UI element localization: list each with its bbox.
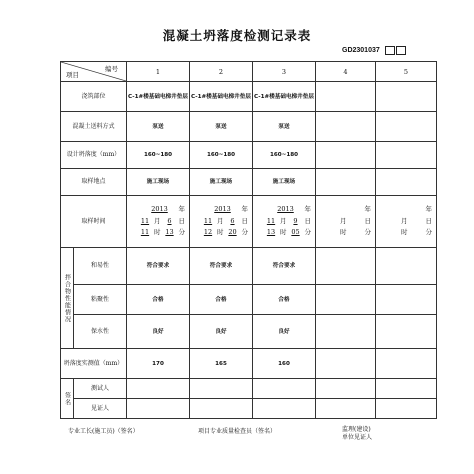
sample-month: 11 [266,216,276,225]
sample-day: 6 [167,216,172,225]
sample-year: 2013 [151,205,168,214]
page-title: 混凝土坍落度检测记录表 [162,28,312,43]
sampling-place-cell-value: 施工现场 [146,179,170,185]
method-cell-4[interactable] [316,112,376,142]
header-corner [61,62,127,82]
water-cell-5[interactable] [376,315,437,349]
sampling-time-cell-1[interactable]: 2013 年 11 月 6 日 11 时 13 分 [127,196,190,248]
workability-cell-2[interactable] [190,248,253,285]
tester-cell-5[interactable] [376,379,437,399]
tester-cell-1[interactable] [127,379,190,399]
method-cell-2[interactable] [190,112,253,142]
column-number-5: 5 [376,62,437,82]
workability-cell-3[interactable] [253,248,316,285]
workability-cell-value: 符合要求 [272,263,296,269]
cohesion-cell-2[interactable] [190,285,253,315]
location-cell-1[interactable] [127,82,190,112]
label-measured: 坍落度实测值（mm） [61,349,127,379]
design-cell-value: 160~180 [269,152,299,158]
code-box-2[interactable] [396,46,406,55]
witness-cell-1[interactable] [127,399,190,419]
method-cell-1[interactable] [127,112,190,142]
design-cell-4[interactable] [316,142,376,169]
method-cell-value: 泵送 [152,123,164,130]
label-workability: 和易性 [74,248,127,285]
cohesion-cell-4[interactable] [316,285,376,315]
measured-cell-value: 160 [278,360,290,367]
label-cohesion: 粘聚性 [74,285,127,315]
location-cell-value: C-1#楼基础电梯井垫层 [191,93,251,100]
footer-witness-unit: 单位见证人 [342,434,373,441]
workability-cell-4[interactable] [316,248,376,285]
location-cell-3[interactable] [253,82,316,112]
cohesion-cell-3[interactable] [253,285,316,315]
method-cell-value: 泵送 [215,123,227,130]
measured-cell-3[interactable] [253,349,316,379]
sign-group-label: 签名 [61,379,74,419]
location-cell-2[interactable] [190,82,253,112]
column-number-4: 4 [316,62,376,82]
tester-cell-3[interactable] [253,379,316,399]
water-cell-2[interactable] [190,315,253,349]
measured-cell-4[interactable] [316,349,376,379]
sampling-place-cell-3[interactable] [253,169,316,196]
water-cell-value: 良好 [215,328,227,335]
cohesion-cell-value: 合格 [152,296,164,303]
sample-month: 11 [203,216,213,225]
sample-day: 9 [293,216,298,225]
method-cell-value: 泵送 [278,123,290,130]
label-design: 设计坍落度（mm） [61,142,127,169]
sample-day: 6 [230,216,235,225]
workability-cell-5[interactable] [376,248,437,285]
sample-hour: 11 [140,228,150,237]
location-cell-value: C-1#楼基础电梯井垫层 [128,93,188,100]
form-code: GD2301037 [342,47,380,54]
sampling-time-cell-2[interactable]: 2013 年 11 月 6 日 12 时 20 分 [190,196,253,248]
water-cell-value: 良好 [152,328,164,335]
cohesion-cell-value: 合格 [278,296,290,303]
label-location: 浇筑部位 [61,82,127,112]
cohesion-cell-1[interactable] [127,285,190,315]
water-cell-1[interactable] [127,315,190,349]
measured-cell-value: 170 [152,360,164,367]
label-method: 混凝土送料方式 [61,112,127,142]
water-cell-4[interactable] [316,315,376,349]
measured-cell-5[interactable] [376,349,437,379]
mix-group-label: 拌合物性能情况 [61,248,74,349]
sample-month: 11 [140,216,150,225]
workability-cell-1[interactable] [127,248,190,285]
footer-supervisor: 监理(建设) [342,426,371,433]
sampling-place-cell-value: 施工现场 [209,179,233,185]
header-item: 项目 [66,71,79,79]
location-cell-value: C-1#楼基础电梯井垫层 [254,93,314,100]
measured-cell-1[interactable] [127,349,190,379]
label-sampling-place: 取样地点 [61,169,127,196]
sampling-place-cell-5[interactable] [376,169,437,196]
sampling-place-cell-4[interactable] [316,169,376,196]
sample-hour: 13 [266,228,276,237]
tester-cell-2[interactable] [190,379,253,399]
label-sampling-time: 取样时间 [61,196,127,248]
witness-cell-5[interactable] [376,399,437,419]
slump-table [60,61,437,419]
sampling-time-cell-5[interactable]: 年 月 日 时 分 [376,196,437,248]
cohesion-cell-5[interactable] [376,285,437,315]
design-cell-value: 160~180 [206,152,236,158]
workability-cell-value: 符合要求 [146,263,170,269]
footer-foreman: 专业工长(施工员)（签名） [68,428,139,435]
workability-cell-value: 符合要求 [209,263,233,269]
location-cell-4[interactable] [316,82,376,112]
sampling-place-cell-1[interactable] [127,169,190,196]
sample-minute: 20 [228,228,237,237]
label-witness: 见证人 [74,399,127,419]
cohesion-cell-value: 合格 [215,296,227,303]
label-tester: 测试人 [74,379,127,399]
method-cell-3[interactable] [253,112,316,142]
code-box-1[interactable] [385,46,395,55]
location-cell-5[interactable] [376,82,437,112]
sample-minute: 13 [165,228,174,237]
water-cell-3[interactable] [253,315,316,349]
tester-cell-4[interactable] [316,379,376,399]
column-number-1: 1 [127,62,190,82]
water-cell-value: 良好 [278,328,290,335]
witness-cell-2[interactable] [190,399,253,419]
label-water: 保水性 [74,315,127,349]
sample-hour: 12 [203,228,213,237]
sampling-place-cell-value: 施工现场 [272,179,296,185]
measured-cell-value: 165 [215,360,227,367]
sample-year: 2013 [214,205,231,214]
witness-cell-3[interactable] [253,399,316,419]
sampling-time-cell-4[interactable]: 年 月 日 时 分 [316,196,376,248]
method-cell-5[interactable] [376,112,437,142]
design-cell-2[interactable] [190,142,253,169]
design-cell-1[interactable] [127,142,190,169]
sample-year: 2013 [277,205,294,214]
design-cell-5[interactable] [376,142,437,169]
footer-inspector: 项目专业质量检查员（签名） [198,428,277,435]
column-number-3: 3 [253,62,316,82]
design-cell-value: 160~180 [143,152,173,158]
header-number: 编号 [105,65,118,73]
witness-cell-4[interactable] [316,399,376,419]
sample-minute: 05 [291,228,300,237]
sampling-time-cell-3[interactable]: 2013 年 11 月 9 日 13 时 05 分 [253,196,316,248]
sampling-place-cell-2[interactable] [190,169,253,196]
design-cell-3[interactable] [253,142,316,169]
column-number-2: 2 [190,62,253,82]
measured-cell-2[interactable] [190,349,253,379]
